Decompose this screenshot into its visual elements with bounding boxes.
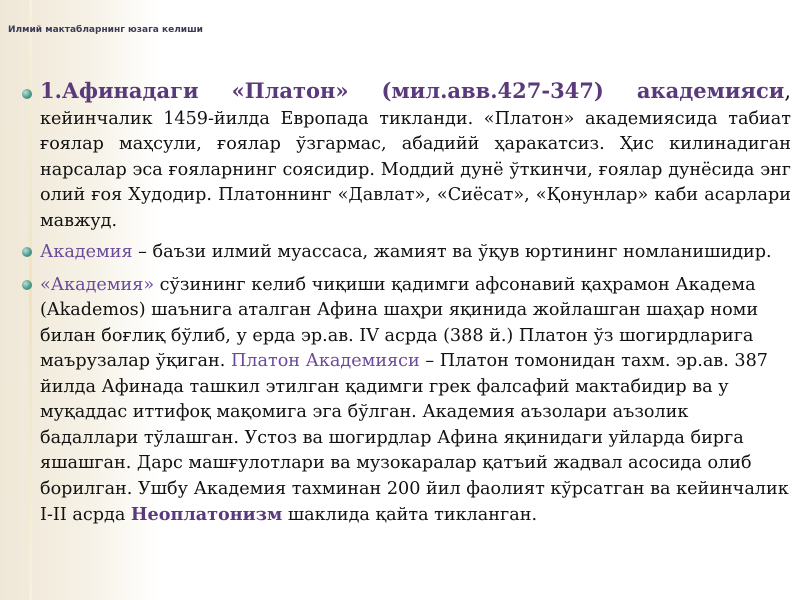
text-academy-definition: – баъзи илмий муассаса, жамият ва ўқув юртининг номланишидир.	[132, 242, 772, 262]
heading-platon-academy: 1.Афинадаги «Платон» (мил.авв.427-347) академияси	[40, 78, 785, 103]
slide-content	[8, 78, 791, 529]
paragraph-platon-academy: 1.Афинадаги «Платон» (мил.авв.427-347) академияси, кейинчалик 1459-йилда Европада тикланди. «Платон» академиясида табиат ғоялар маҳсули, ғоялар ўзгармас, абадийй ҳаракатсиз. Ҳис килинадиган нарсалар эса ғояларнинг соясидир. Моддий дунё ўткинчи, ғоялар дунёсида энг олий ғоя Худодир. Платоннинг «Давлат», «Сиёсат», «Қонунлар» каби асарлари мавжуд.	[40, 78, 791, 231]
term-academy: Академия	[40, 242, 133, 262]
bullet-dot-icon	[22, 89, 32, 99]
term-platon-academy: Платон Академияси	[230, 351, 420, 371]
bullet-item-platon-academy	[8, 78, 791, 234]
bullet-dot-icon	[22, 247, 32, 257]
paragraph-academy-definition	[40, 240, 791, 265]
slide-header-title: Илмий мактабларнинг юзага келиши	[8, 25, 203, 35]
paragraph-academy-origin	[40, 273, 791, 529]
bullet-item-academy-definition	[8, 240, 791, 265]
term-academy-quoted: «Академия»	[40, 274, 155, 295]
text-academy-origin-a: сўзининг келиб чиқиши қадимги афсонавий қаҳрамон Академа (Akademos) шаънига аталган Афина шаҳри яқинида жойлашган шаҳар номи билан боғлиқ бўлиб, у ерда эр.ав. IV асрда (388 й.) Платон ўз шогирдларига маърузалар ўқиган.	[40, 274, 759, 371]
text-academy-origin-c: шаклида қайта тикланган.	[282, 505, 538, 525]
text-platon-academy: кейинчалик 1459-йилда Европада тикланди. «Платон» академиясида табиат ғоялар маҳсули, ғоялар ўзгармас, абадийй ҳаракатсиз. Ҳис килинадиган нарсалар эса ғояларнинг соясидир. Моддий дунё ўткинчи, ғоялар дунёсида энг олий ғоя Худодир. Платоннинг «Давлат», «Сиёсат», «Қонунлар» каби асарлари мавжуд.	[40, 108, 791, 231]
bullet-dot-icon	[22, 280, 32, 290]
text-academy-origin-b: – Платон томонидан тахм. эр.ав. 387 йилда Афинада ташкил этилган қадимги грек фалсафий мактабидир ва у муқаддас иттифоқ мақомига эга бўлган. Академия аъзолари аъзолик бадаллари тўлашган. Устоз ва шогирдлар Афина яқинидаги уйларда бирга яшашган. Дарс машғулотлари ва музокаралар қатъий жадвал асосида олиб борилган. Ушбу Академия тахминан 200 йил фаолият кўрсатган ва кейинчалик I-II асрда	[40, 351, 789, 525]
term-neoplatonism: Неоплатонизм	[130, 504, 283, 525]
bullet-item-academy-origin	[8, 273, 791, 529]
